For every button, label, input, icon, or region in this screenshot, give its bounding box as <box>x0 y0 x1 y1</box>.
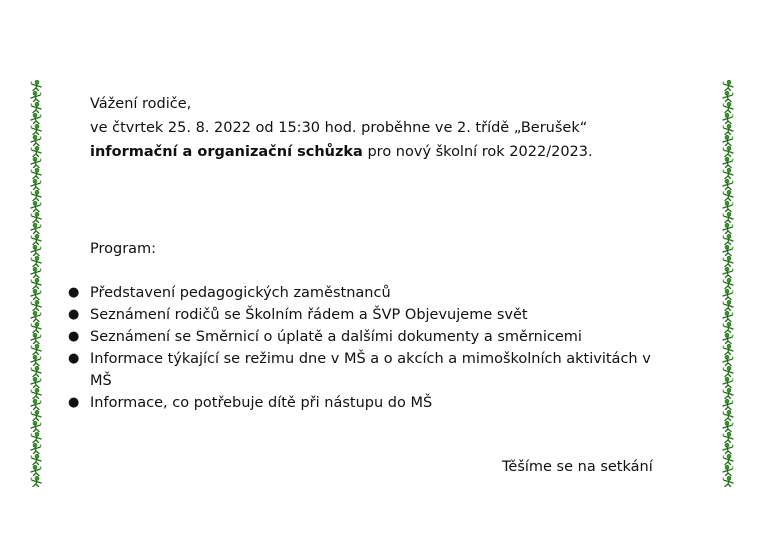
green-leaf-figure-icon <box>28 212 44 223</box>
green-leaf-figure-icon <box>28 311 44 322</box>
green-leaf-figure-icon <box>28 289 44 300</box>
closing-line: Těšíme se na setkání <box>502 459 653 475</box>
green-leaf-figure-icon <box>28 377 44 388</box>
green-leaf-figure-icon <box>720 311 736 322</box>
green-leaf-figure-icon <box>28 190 44 201</box>
green-leaf-figure-icon <box>720 432 736 443</box>
green-leaf-figure-icon <box>28 234 44 245</box>
green-leaf-figure-icon <box>28 410 44 421</box>
green-leaf-figure-icon <box>720 179 736 190</box>
green-leaf-figure-icon <box>720 289 736 300</box>
green-leaf-figure-icon <box>720 135 736 146</box>
green-leaf-figure-icon <box>720 157 736 168</box>
green-leaf-figure-icon <box>28 421 44 432</box>
green-leaf-figure-icon <box>720 443 736 454</box>
green-leaf-figure-icon <box>28 432 44 443</box>
green-leaf-figure-icon <box>720 333 736 344</box>
intro-paragraph <box>90 116 670 164</box>
green-leaf-figure-icon <box>28 366 44 377</box>
green-leaf-figure-icon <box>28 135 44 146</box>
green-leaf-figure-icon <box>720 91 736 102</box>
green-leaf-figure-icon <box>720 201 736 212</box>
program-item <box>68 392 665 414</box>
program-item <box>68 326 665 348</box>
bullet-icon: ● <box>68 395 80 410</box>
green-leaf-figure-icon <box>28 223 44 234</box>
program-item-text: Seznámení se Směrnicí o úplatě a dalšími dokumenty a směrnicemi <box>90 329 582 345</box>
green-leaf-figure-icon <box>720 234 736 245</box>
green-leaf-figure-icon <box>720 454 736 465</box>
green-leaf-figure-icon <box>720 223 736 234</box>
intro-text-part1: ve čtvrtek 25. 8. 2022 od 15:30 hod. proběhne ve 2. třídě „Berušek“ <box>90 120 588 136</box>
green-leaf-figure-icon <box>28 201 44 212</box>
green-leaf-figure-icon <box>720 278 736 289</box>
green-leaf-figure-icon <box>720 366 736 377</box>
green-leaf-figure-icon <box>720 355 736 366</box>
program-item-text: Představení pedagogických zaměstnanců <box>90 285 391 301</box>
program-item-text: Informace týkající se režimu dne v MŠ a o akcích a mimoškolních aktivitách v MŠ <box>90 351 651 389</box>
green-leaf-figure-icon <box>720 322 736 333</box>
green-leaf-figure-icon <box>28 333 44 344</box>
left-decorative-border <box>26 80 46 490</box>
right-decorative-border <box>718 80 738 490</box>
program-item <box>68 282 665 304</box>
meeting-name-bold: informační a organizační schůzka <box>90 144 363 160</box>
green-leaf-figure-icon <box>28 476 44 487</box>
green-leaf-figure-icon <box>720 80 736 91</box>
green-leaf-figure-icon <box>28 102 44 113</box>
bullet-icon: ● <box>68 329 80 344</box>
green-leaf-figure-icon <box>720 377 736 388</box>
program-item-text: Seznámení rodičů se Školním řádem a ŠVP Objevujeme svět <box>90 307 528 323</box>
green-leaf-figure-icon <box>720 168 736 179</box>
letter-body <box>90 92 670 164</box>
program-item-text: Informace, co potřebuje dítě při nástupu do MŠ <box>90 395 433 411</box>
green-leaf-figure-icon <box>28 124 44 135</box>
green-leaf-figure-icon <box>720 476 736 487</box>
green-leaf-figure-icon <box>720 102 736 113</box>
green-leaf-figure-icon <box>28 179 44 190</box>
green-leaf-figure-icon <box>28 454 44 465</box>
bullet-icon: ● <box>68 307 80 322</box>
bullet-icon: ● <box>68 351 80 366</box>
green-leaf-figure-icon <box>28 146 44 157</box>
green-leaf-figure-icon <box>720 124 736 135</box>
green-leaf-figure-icon <box>720 421 736 432</box>
green-leaf-figure-icon <box>720 399 736 410</box>
green-leaf-figure-icon <box>28 80 44 91</box>
intro-text-part2: pro nový školní rok 2022/2023. <box>362 144 593 160</box>
program-list <box>68 282 665 414</box>
program-item <box>68 304 665 326</box>
green-leaf-figure-icon <box>720 465 736 476</box>
green-leaf-figure-icon <box>720 113 736 124</box>
green-leaf-figure-icon <box>28 465 44 476</box>
green-leaf-figure-icon <box>720 146 736 157</box>
program-label: Program: <box>90 241 157 257</box>
green-leaf-figure-icon <box>28 168 44 179</box>
green-leaf-figure-icon <box>28 399 44 410</box>
green-leaf-figure-icon <box>720 388 736 399</box>
program-item <box>68 348 665 392</box>
green-leaf-figure-icon <box>28 278 44 289</box>
green-leaf-figure-icon <box>28 157 44 168</box>
green-leaf-figure-icon <box>720 344 736 355</box>
green-leaf-figure-icon <box>720 267 736 278</box>
green-leaf-figure-icon <box>28 256 44 267</box>
green-leaf-figure-icon <box>28 267 44 278</box>
green-leaf-figure-icon <box>720 212 736 223</box>
green-leaf-figure-icon <box>28 443 44 454</box>
green-leaf-figure-icon <box>720 190 736 201</box>
green-leaf-figure-icon <box>720 245 736 256</box>
green-leaf-figure-icon <box>720 256 736 267</box>
green-leaf-figure-icon <box>28 300 44 311</box>
green-leaf-figure-icon <box>28 91 44 102</box>
green-leaf-figure-icon <box>28 355 44 366</box>
green-leaf-figure-icon <box>28 388 44 399</box>
green-leaf-figure-icon <box>720 300 736 311</box>
greeting: Vážení rodiče, <box>90 96 192 112</box>
green-leaf-figure-icon <box>28 113 44 124</box>
green-leaf-figure-icon <box>28 344 44 355</box>
green-leaf-figure-icon <box>720 410 736 421</box>
bullet-icon: ● <box>68 285 80 300</box>
green-leaf-figure-icon <box>28 245 44 256</box>
green-leaf-figure-icon <box>28 322 44 333</box>
